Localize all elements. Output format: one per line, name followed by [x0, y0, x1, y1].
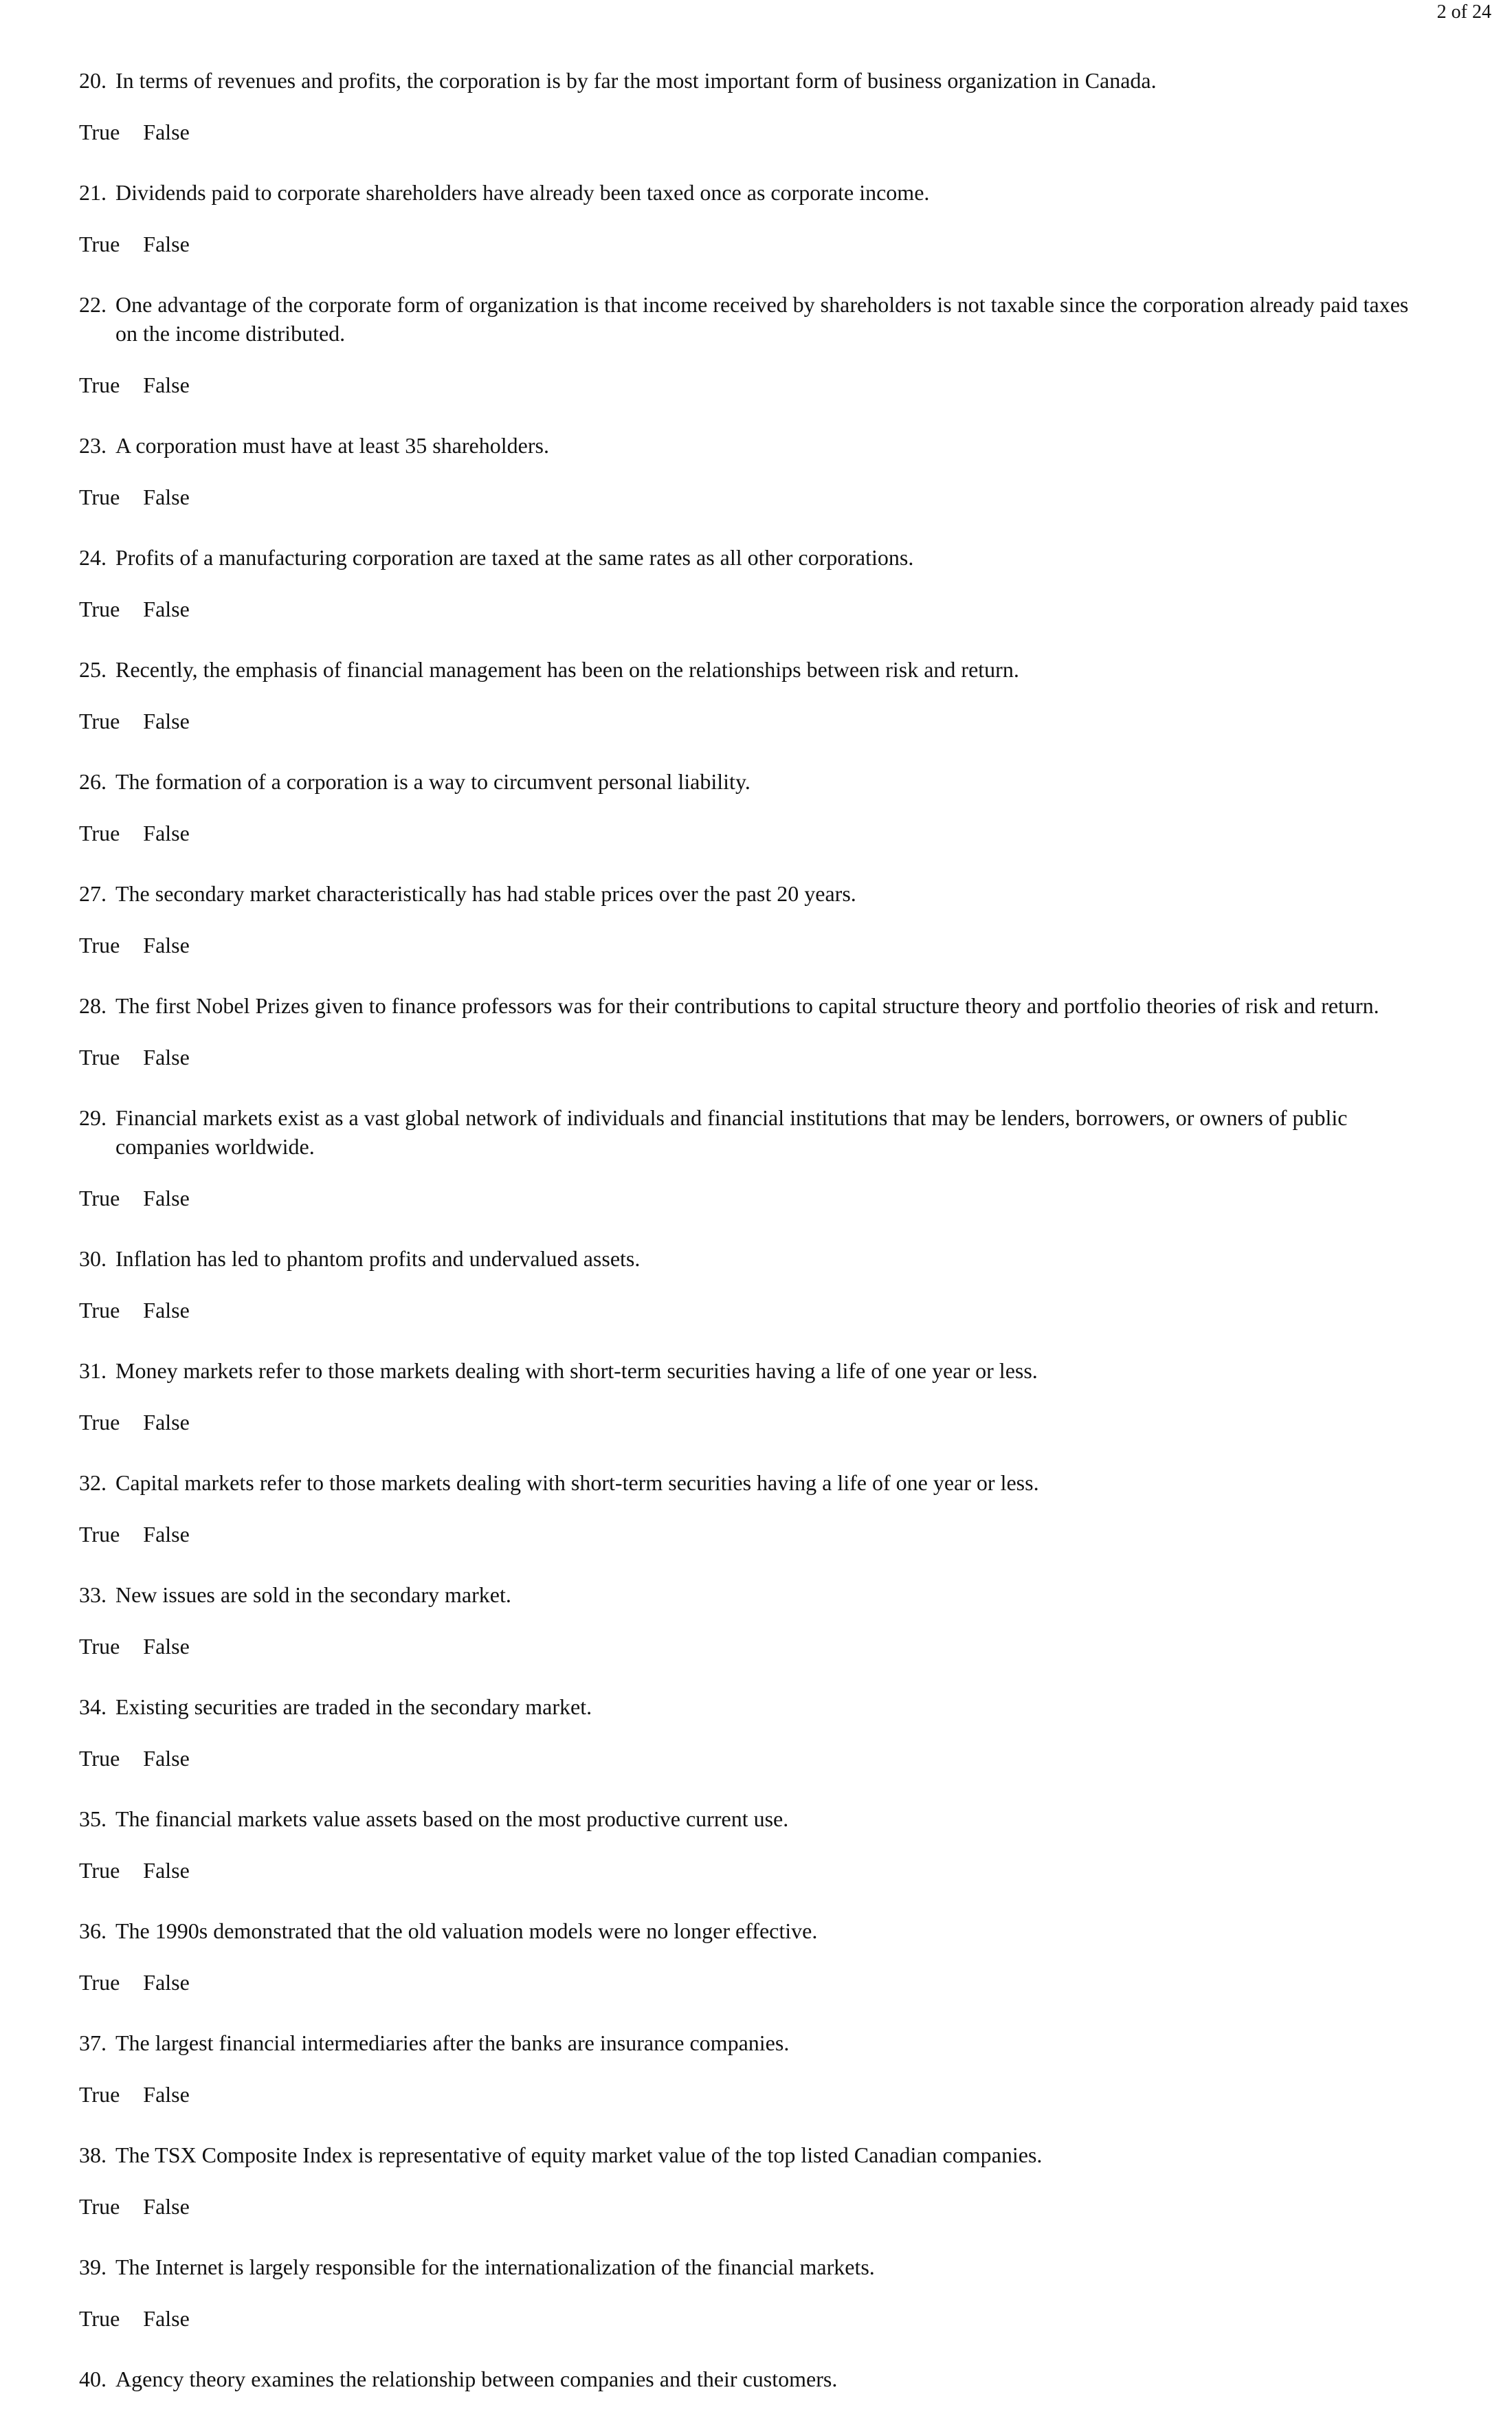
question-number: 30. [79, 1246, 107, 1271]
question-number: 25. [79, 657, 107, 682]
question-text: New issues are sold in the secondary market. [115, 1582, 511, 1607]
answer-choices [79, 2304, 1419, 2333]
question-row [79, 1580, 1419, 1609]
answer-choices [79, 230, 1419, 258]
question-number: 37. [79, 2030, 107, 2055]
page-number: 2 of 24 [1436, 1, 1491, 23]
question-item [79, 991, 1419, 1072]
choice-false[interactable]: False [143, 1045, 190, 1070]
question-number: 39. [79, 2255, 107, 2279]
choice-false[interactable]: False [143, 1410, 190, 1435]
question-text: Profits of a manufacturing corporation are taxed at the same rates as all other corporations. [115, 545, 914, 570]
question-item [79, 2028, 1419, 2109]
choice-false[interactable]: False [143, 709, 190, 733]
question-number: 29. [79, 1105, 107, 1130]
answer-choices [79, 707, 1419, 735]
question-row [79, 1468, 1419, 1497]
question-item [79, 1580, 1419, 1661]
choice-false[interactable]: False [143, 1970, 190, 1995]
choice-false[interactable]: False [143, 2082, 190, 2107]
question-number: 38. [79, 2142, 107, 2167]
choice-false[interactable]: False [143, 373, 190, 397]
choice-true[interactable]: True [79, 597, 120, 621]
choice-true[interactable]: True [79, 1045, 120, 1070]
choice-true[interactable]: True [79, 1746, 120, 1771]
question-number: 22. [79, 292, 107, 317]
question-item [79, 655, 1419, 735]
question-row [79, 1103, 1419, 1161]
choice-false[interactable]: False [143, 485, 190, 509]
choice-true[interactable]: True [79, 485, 120, 509]
answer-choices [79, 118, 1419, 146]
question-number: 34. [79, 1694, 107, 1719]
question-row [79, 1804, 1419, 1833]
question-row [79, 991, 1419, 1020]
question-row [79, 1692, 1419, 1721]
question-row [79, 543, 1419, 572]
question-number: 21. [79, 180, 107, 205]
question-item [79, 543, 1419, 623]
choice-true[interactable]: True [79, 1298, 120, 1322]
question-row [79, 178, 1419, 207]
question-text: The formation of a corporation is a way to circumvent personal liability. [115, 769, 751, 794]
question-row [79, 431, 1419, 460]
question-number: 35. [79, 1806, 107, 1831]
choice-false[interactable]: False [143, 821, 190, 845]
question-text: The first Nobel Prizes given to finance professors was for their contributions to capital structure theory and portfolio theories of risk and return. [115, 993, 1379, 1018]
question-number: 27. [79, 881, 107, 906]
choice-true[interactable]: True [79, 709, 120, 733]
question-row [79, 1916, 1419, 1945]
question-text: The financial markets value assets based on the most productive current use. [115, 1806, 789, 1831]
question-item [79, 1916, 1419, 1997]
answer-choices [79, 1408, 1419, 1437]
question-item [79, 1103, 1419, 1212]
question-row [79, 1244, 1419, 1273]
choice-false[interactable]: False [143, 933, 190, 957]
answer-choices [79, 931, 1419, 960]
question-row [79, 1356, 1419, 1385]
question-row [79, 66, 1419, 95]
question-text: Money markets refer to those markets dealing with short-term securities having a life of one year or less. [115, 1358, 1038, 1383]
question-item [79, 1244, 1419, 1325]
question-item [79, 1804, 1419, 1885]
question-text: The secondary market characteristically has had stable prices over the past 20 years. [115, 881, 856, 906]
choice-true[interactable]: True [79, 2306, 120, 2331]
answer-choices [79, 483, 1419, 511]
choice-true[interactable]: True [79, 821, 120, 845]
question-list [79, 66, 1419, 2425]
question-text: Dividends paid to corporate shareholders have already been taxed once as corporate income. [115, 180, 930, 205]
question-row [79, 2252, 1419, 2281]
question-number: 24. [79, 545, 107, 570]
choice-true[interactable]: True [79, 1522, 120, 1547]
question-text: The 1990s demonstrated that the old valuation models were no longer effective. [115, 1918, 818, 1943]
choice-true[interactable]: True [79, 2194, 120, 2219]
question-number: 33. [79, 1582, 107, 1607]
question-item [79, 2252, 1419, 2333]
choice-true[interactable]: True [79, 1410, 120, 1435]
choice-true[interactable]: True [79, 1858, 120, 1883]
question-row [79, 767, 1419, 796]
choice-false[interactable]: False [143, 597, 190, 621]
question-number: 32. [79, 1470, 107, 1495]
question-text: Inflation has led to phantom profits and undervalued assets. [115, 1246, 641, 1271]
question-text: The Internet is largely responsible for the internationalization of the financial markets. [115, 2255, 875, 2279]
choice-true[interactable]: True [79, 1186, 120, 1210]
answer-choices [79, 1744, 1419, 1773]
question-row [79, 2365, 1419, 2393]
question-number: 20. [79, 68, 107, 93]
question-number: 23. [79, 433, 107, 458]
question-item [79, 1692, 1419, 1773]
answer-choices [79, 1856, 1419, 1885]
question-row [79, 2140, 1419, 2169]
question-number: 28. [79, 993, 107, 1018]
question-item [79, 431, 1419, 511]
question-row [79, 879, 1419, 908]
answer-choices [79, 2192, 1419, 2221]
answer-choices [79, 2080, 1419, 2109]
choice-false[interactable]: False [143, 1746, 190, 1771]
question-item [79, 2140, 1419, 2221]
choice-true[interactable]: True [79, 2082, 120, 2107]
answer-choices [79, 1520, 1419, 1549]
question-number: 36. [79, 1918, 107, 1943]
question-text: The TSX Composite Index is representative of equity market value of the top listed Canadian companies. [115, 2142, 1043, 2167]
choice-true[interactable]: True [79, 120, 120, 144]
question-item [79, 290, 1419, 399]
choice-false[interactable]: False [143, 1298, 190, 1322]
question-text: Agency theory examines the relationship between companies and their customers. [115, 2367, 838, 2391]
answer-choices [79, 1632, 1419, 1661]
choice-false[interactable]: False [143, 2306, 190, 2331]
question-item [79, 2365, 1419, 2393]
question-row [79, 655, 1419, 684]
choice-true[interactable]: True [79, 232, 120, 256]
question-item [79, 767, 1419, 848]
question-text: In terms of revenues and profits, the corporation is by far the most important form of business organization in Canada. [115, 68, 1157, 93]
answer-choices [79, 1043, 1419, 1072]
question-text: One advantage of the corporate form of organization is that income received by shareholders is not taxable since the corporation already paid taxes on the income distributed. [115, 292, 1409, 346]
question-text: Existing securities are traded in the secondary market. [115, 1694, 592, 1719]
choice-false[interactable]: False [143, 1858, 190, 1883]
question-text: The largest financial intermediaries after the banks are insurance companies. [115, 2030, 790, 2055]
answer-choices [79, 1296, 1419, 1325]
question-row [79, 2028, 1419, 2057]
answer-choices [79, 370, 1419, 399]
question-text: Financial markets exist as a vast global network of individuals and financial institutions that may be lenders, borrowers, or owners of public companies worldwide. [115, 1105, 1348, 1159]
choice-true[interactable]: True [79, 1970, 120, 1995]
question-number: 40. [79, 2367, 107, 2391]
choice-false[interactable]: False [143, 1522, 190, 1547]
answer-choices [79, 595, 1419, 623]
question-item [79, 66, 1419, 146]
question-item [79, 1356, 1419, 1437]
choice-false[interactable]: False [143, 1634, 190, 1659]
choice-false[interactable]: False [143, 232, 190, 256]
choice-false[interactable]: False [143, 120, 190, 144]
question-text: Recently, the emphasis of financial management has been on the relationships between risk and return. [115, 657, 1019, 682]
answer-choices [79, 1184, 1419, 1212]
question-text: A corporation must have at least 35 shareholders. [115, 433, 549, 458]
choice-true[interactable]: True [79, 933, 120, 957]
choice-true[interactable]: True [79, 1634, 120, 1659]
question-row [79, 290, 1419, 348]
question-number: 26. [79, 769, 107, 794]
question-item [79, 879, 1419, 960]
question-text: Capital markets refer to those markets dealing with short-term securities having a life of one year or less. [115, 1470, 1039, 1495]
choice-false[interactable]: False [143, 1186, 190, 1210]
answer-choices [79, 819, 1419, 848]
question-number: 31. [79, 1358, 107, 1383]
question-item [79, 1468, 1419, 1549]
answer-choices [79, 1968, 1419, 1997]
choice-true[interactable]: True [79, 373, 120, 397]
choice-false[interactable]: False [143, 2194, 190, 2219]
question-item [79, 178, 1419, 258]
